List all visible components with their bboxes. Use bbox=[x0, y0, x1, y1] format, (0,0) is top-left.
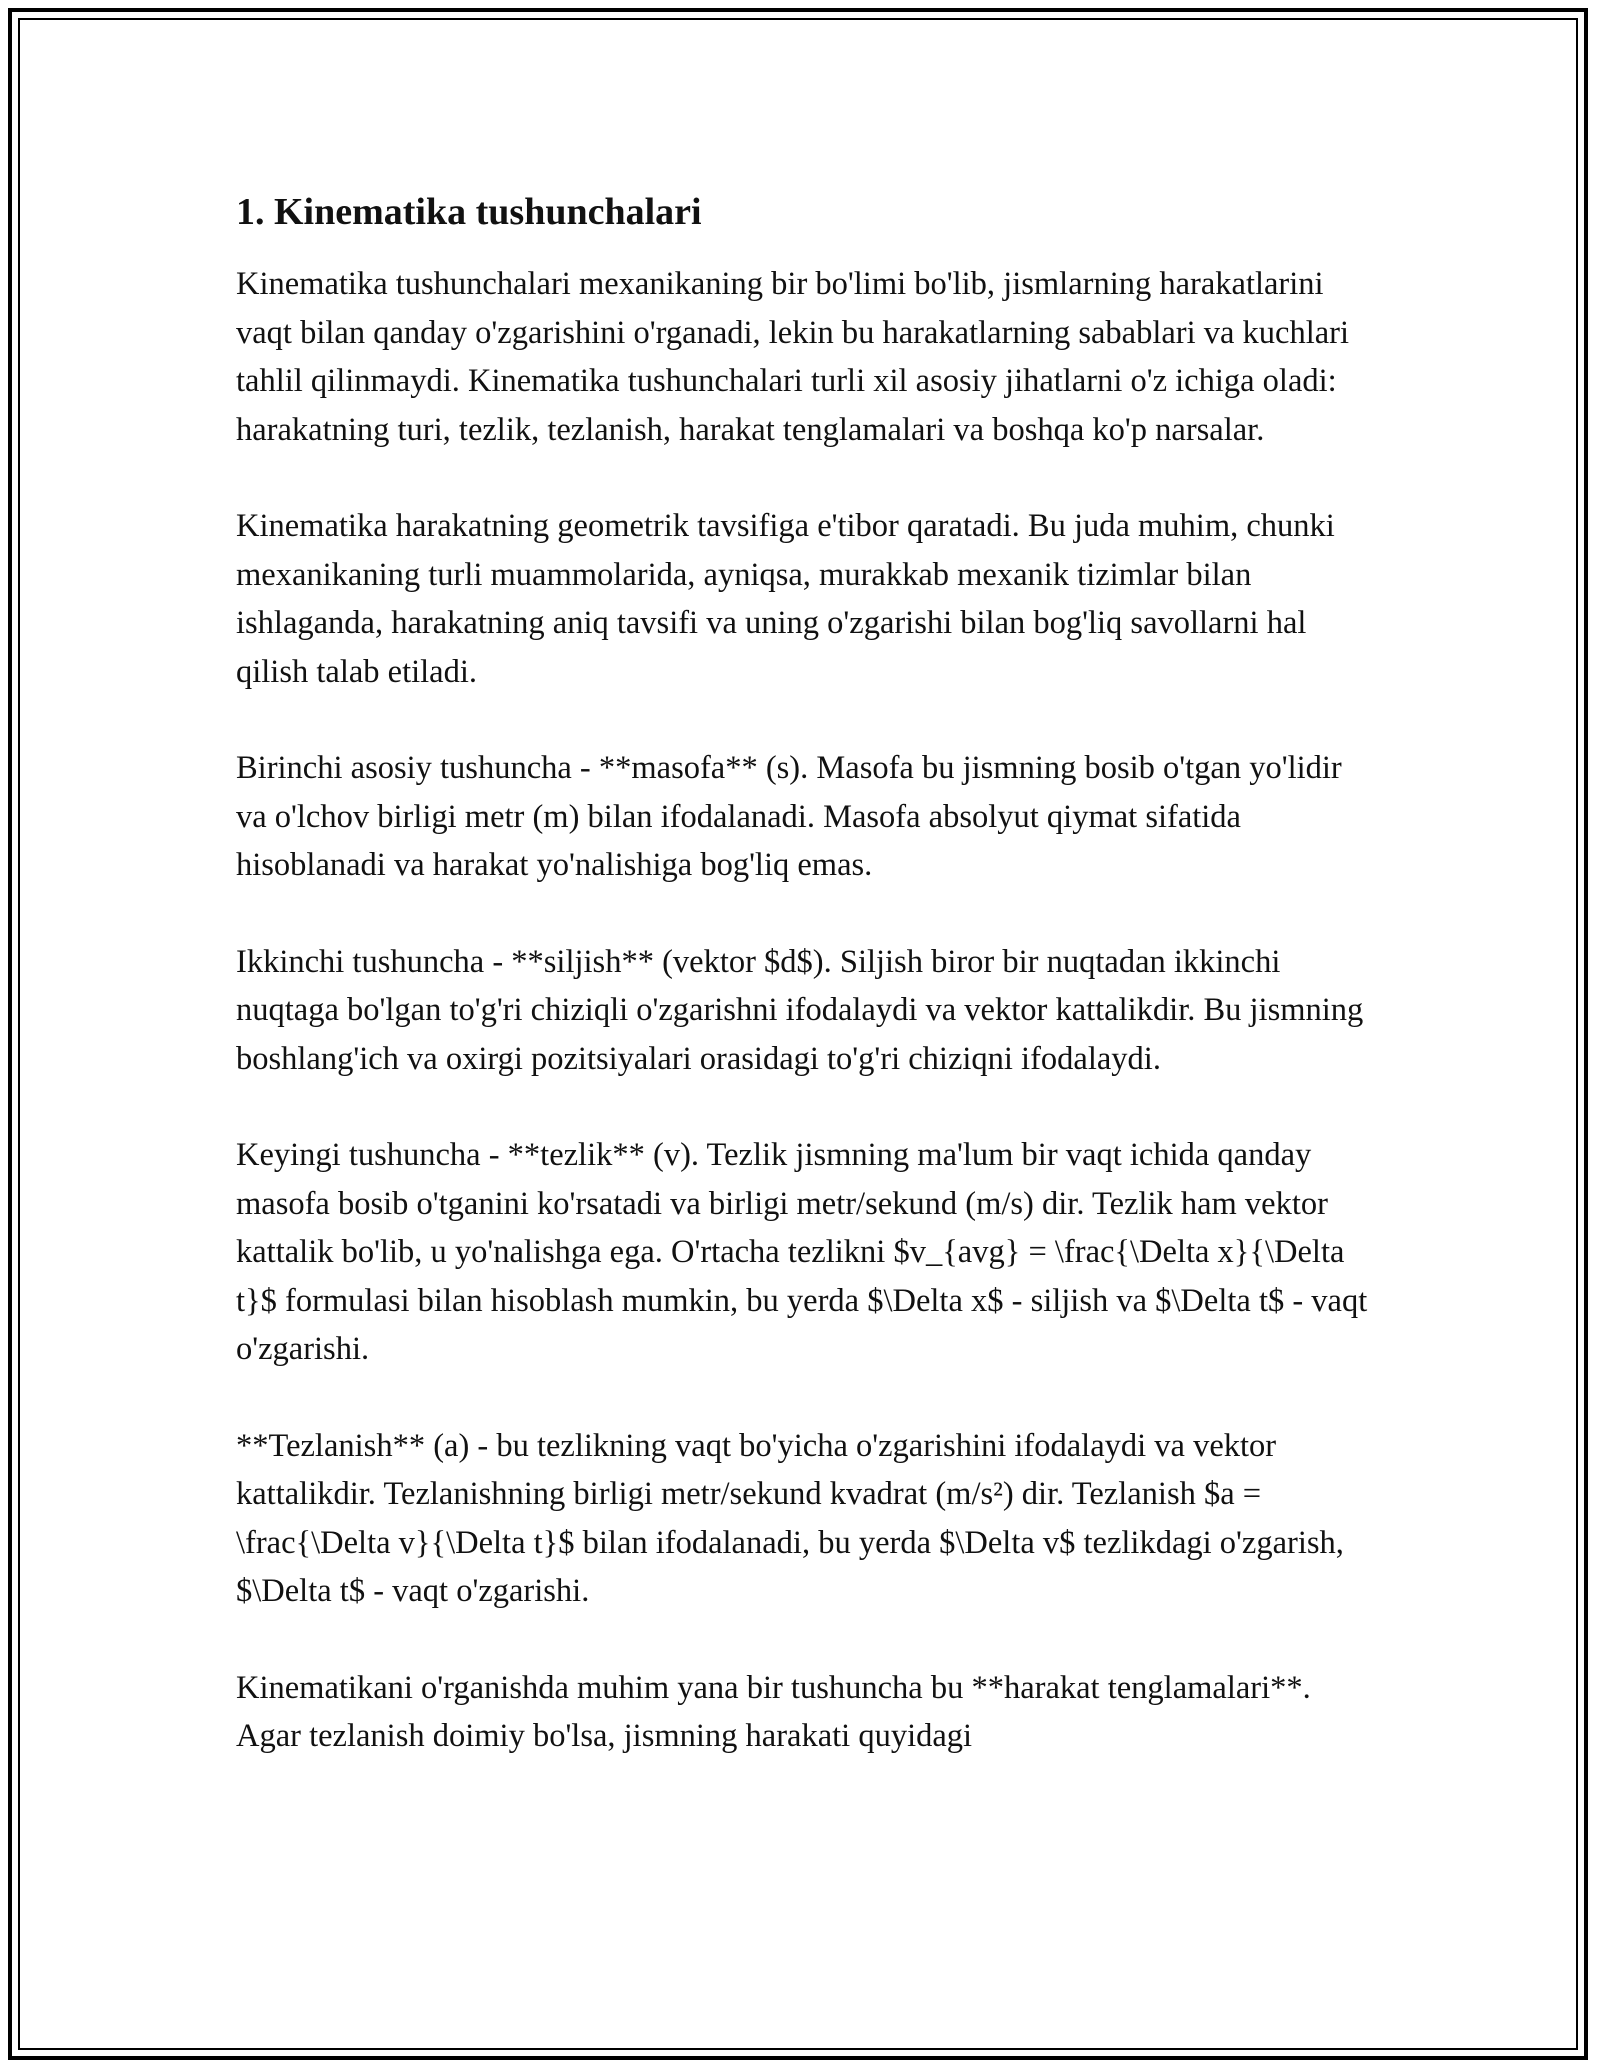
paragraph-velocity: Keyingi tushuncha - **tezlik** (v). Tezlik jismning ma'lum bir vaqt ichida qanday masofa bosib o'tganini ko'rsatadi va birligi metr/sekund (m/s) dir. Tezlik ham vektor kattalik bo'lib, u yo'nalishga ega. O'rtacha tezlikni $v_{avg} = \frac{\Delta x}{\Delta t}$ formulasi bilan hisoblash mumkin, bu yerda $\Delta x$ - siljish va $\Delta t$ - vaqt o'zgarishi. bbox=[236, 1137, 1368, 1367]
paragraph-distance: Birinchi asosiy tushuncha - **masofa** (s). Masofa bu jismning bosib o'tgan yo'lidir va o'lchov birligi metr (m) bilan ifodalanadi. Masofa absolyut qiymat sifatida hisoblanadi va harakat yo'nalishiga bog'liq emas. bbox=[236, 750, 1342, 883]
paragraph-displacement: Ikkinchi tushuncha - **siljish** (vektor $d$). Siljish biror bir nuqtadan ikkinchi nuqtaga bo'lgan to'g'ri chiziqli o'zgarishni ifodalaydi va vektor kattalikdir. Bu jismning boshlang'ich va oxirgi pozitsiyalari orasidagi to'g'ri chiziqni ifodalaydi. bbox=[236, 943, 1364, 1077]
paragraph-intro: Kinematika tushunchalari mexanikaning bir bo'limi bo'lib, jismlarning harakatlarini vaqt bilan qanday o'zgarishini o'rganadi, lekin bu harakatlarning sabablari va kuchlari tahlil qilinmaydi. Kinematika tushunchalari turli xil asosiy jihatlarni o'z ichiga oladi: harakatning turi, tezlik, tezlanish, harakat tenglamalari va boshqa ko'p narsalar. bbox=[236, 266, 1350, 448]
document-body bbox=[236, 186, 1376, 1809]
section-heading: 1. Kinematika tushunchalari bbox=[236, 191, 702, 233]
paragraph-equations-of-motion: Kinematikani o'rganishda muhim yana bir tushuncha bu **harakat tenglamalari**. Agar tezlanish doimiy bo'lsa, jismning harakati quyidagi bbox=[236, 1669, 1311, 1754]
paragraph-acceleration: **Tezlanish** (a) - bu tezlikning vaqt bo'yicha o'zgarishini ifodalaydi va vektor kattalikdir. Tezlanishning birligi metr/sekund kvadrat (m/s²) dir. Tezlanish $a = \frac{\Delta v}{\Delta t}$ bilan ifodalanadi, bu yerda $\Delta v$ tezlikdagi o'zgarish, $\Delta t$ - vaqt o'zgarishi. bbox=[236, 1427, 1344, 1609]
paragraph-geometric-description: Kinematika harakatning geometrik tavsifiga e'tibor qaratadi. Bu juda muhim, chunki mexanikaning turli muammolarida, ayniqsa, murakkab mexanik tizimlar bilan ishlaganda, harakatning aniq tavsifi va uning o'zgarishi bilan bog'liq savollarni hal qilish talab etiladi. bbox=[236, 508, 1335, 690]
